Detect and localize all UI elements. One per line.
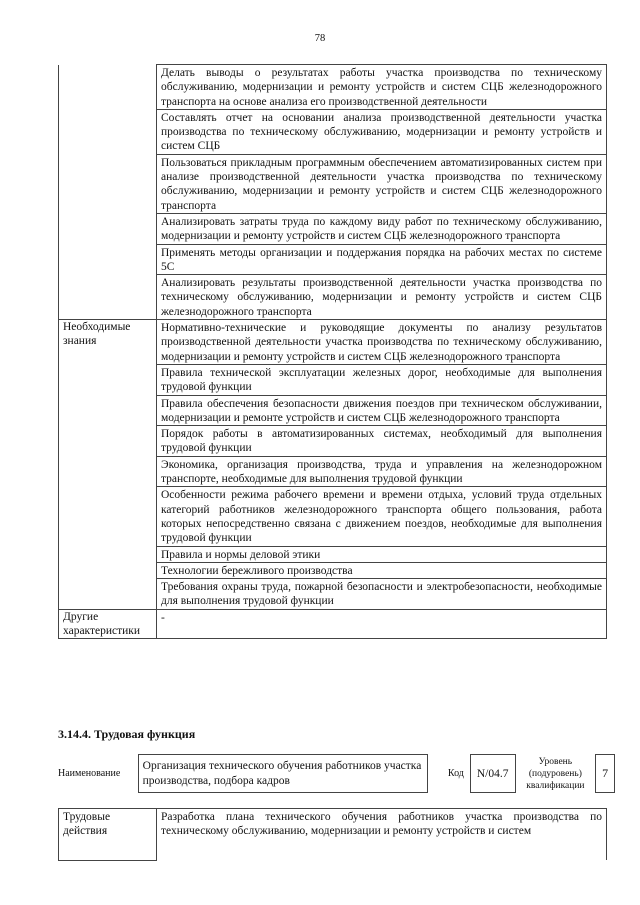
function-code-value: N/04.7 [470, 755, 515, 793]
labor-function-header [58, 754, 615, 793]
table-row [59, 809, 607, 861]
knowledge-item: Нормативно-технические и руководящие документы по анализу результатов производственной деятельности участка производства по техническому обслуживанию, модернизации и ремонту устройств и систем СЦБ железнодорожного транспорта [157, 320, 607, 365]
skills-label-cell [59, 275, 157, 320]
function-code-label: Код [447, 768, 464, 779]
knowledge-item: Правила технической эксплуатации железных дорог, необходимые для выполнения трудовой функции [157, 364, 607, 395]
labor-action-item: Разработка плана технического обучения работников участка производства по техническому обслуживанию, модернизации и ремонту устройств и систем [157, 809, 607, 861]
skill-item: Делать выводы о результатах работы участка производства по техническому обслуживанию, модернизации и ремонту устройств и систем СЦБ железнодорожного транспорта на основе анализа его производственной деятельности [157, 65, 607, 110]
skills-label-cell [59, 154, 157, 213]
table-row [59, 154, 607, 213]
skills-label-cell [59, 213, 157, 244]
skills-label-cell [59, 109, 157, 154]
skill-item: Пользоваться прикладным программным обеспечением автоматизированных систем при анализе производственной деятельности участка производства по техническому обслуживанию, модернизации и ремонту устройств и систем СЦБ железнодорожного транспорта [157, 154, 607, 213]
knowledge-item: Требования охраны труда, пожарной безопасности и электробезопасности, необходимые для выполнения трудовой функции [157, 579, 607, 610]
function-name-value: Организация технического обучения работников участка производства, подбора кадров [138, 755, 428, 793]
page-number: 78 [314, 33, 326, 44]
spacer [428, 755, 442, 793]
skill-item: Составлять отчет на основании анализа производственной деятельности участка производства по техническому обслуживанию, модернизации и ремонту устройств и систем СЦБ [157, 109, 607, 154]
other-characteristics-label: Другие характеристики [59, 609, 157, 638]
qualification-level-value: 7 [596, 755, 615, 793]
skill-item: Анализировать результаты производственной деятельности участка производства по техническому обслуживанию, модернизации и ремонту устройств и систем СЦБ железнодорожного транспорта [157, 275, 607, 320]
table-row [59, 320, 607, 365]
labor-actions-table [58, 808, 607, 861]
skills-label-cell [59, 65, 157, 110]
labor-actions-label: Трудовые действия [59, 809, 157, 861]
table-row [59, 244, 607, 275]
other-characteristics-value: - [157, 609, 607, 638]
knowledge-item: Особенности режима рабочего времени и времени отдыха, условий труда отдельных категорий работников железнодорожного транспорта общего пользования, работа которых непосредственно связана с движением поездов, необходимые для выполнения трудовой функции [157, 487, 607, 546]
table-row [59, 609, 607, 638]
knowledge-label: Необходимые знания [59, 320, 157, 610]
qualification-level-label: Уровень (подуровень) квалификации [526, 756, 585, 791]
knowledge-item: Технологии бережливого производства [157, 562, 607, 578]
skill-item: Анализировать затраты труда по каждому виду работ по техническому обслуживанию, модернизации и ремонту устройств и систем СЦБ железнодорожного транспорта [157, 213, 607, 244]
skill-item: Применять методы организации и поддержания порядка на рабочих местах по системе 5С [157, 244, 607, 275]
section-heading: 3.14.4. Трудовая функция [58, 727, 196, 741]
function-name-label: Наименование [58, 768, 121, 779]
knowledge-item: Правила и нормы деловой этики [157, 546, 607, 562]
skills-label-cell [59, 244, 157, 275]
table-row [59, 65, 607, 110]
requirements-table [58, 64, 607, 639]
table-row [59, 275, 607, 320]
knowledge-item: Порядок работы в автоматизированных системах, необходимый для выполнения трудовой функции [157, 426, 607, 457]
knowledge-item: Правила обеспечения безопасности движения поездов при техническом обслуживании, модернизации и ремонте устройств и систем СЦБ железнодорожного транспорта [157, 395, 607, 426]
knowledge-item: Экономика, организация производства, труда и управления на железнодорожном транспорте, необходимые для выполнения трудовой функции [157, 456, 607, 487]
table-row [59, 213, 607, 244]
table-row [59, 109, 607, 154]
